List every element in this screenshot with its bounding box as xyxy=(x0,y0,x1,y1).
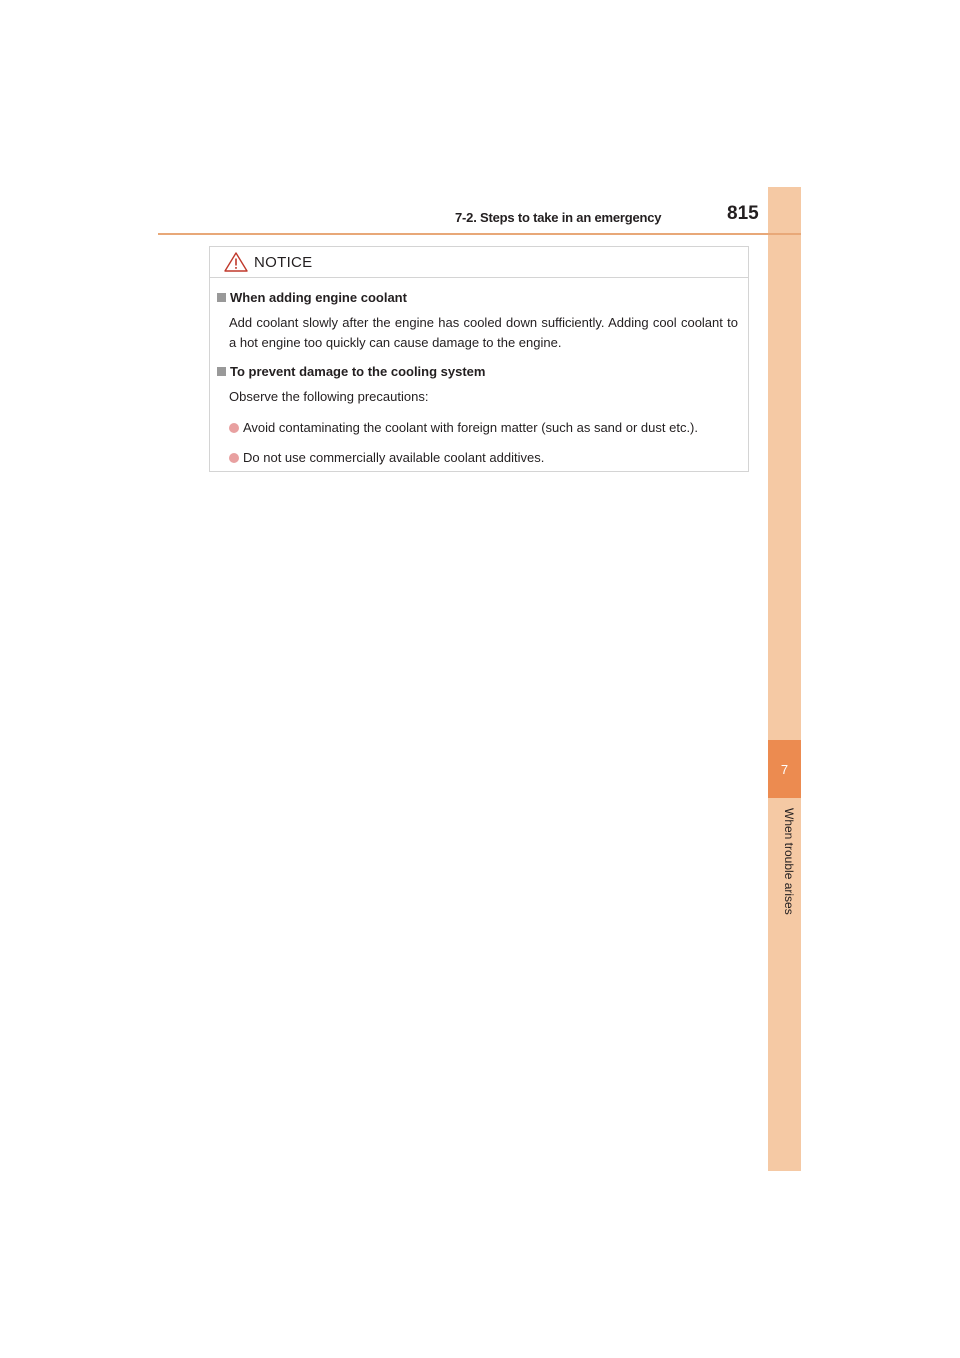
circle-bullet-icon xyxy=(229,423,239,433)
list-item xyxy=(229,418,738,438)
square-bullet-icon xyxy=(217,293,226,302)
square-bullet-icon xyxy=(217,367,226,376)
notice-header xyxy=(210,247,748,278)
chapter-number: 7 xyxy=(780,761,789,777)
side-chapter-tab xyxy=(768,187,801,1171)
section-heading-text: When adding engine coolant xyxy=(230,290,407,305)
section-text: Add coolant slowly after the engine has cooled down sufficiently. Adding cool coolant to a hot engine too quickly can cause damage to the engine. xyxy=(229,315,738,350)
notice-title: NOTICE xyxy=(254,253,313,271)
page-number: 815 xyxy=(727,203,759,224)
circle-bullet-icon xyxy=(229,453,239,463)
warning-triangle-icon xyxy=(224,252,248,272)
notice-body xyxy=(210,278,748,468)
section-title: 7-2. Steps to take in an emergency xyxy=(455,210,662,225)
notice-box xyxy=(209,246,749,472)
chapter-label: When trouble arises xyxy=(782,808,796,915)
header-rule xyxy=(158,233,801,235)
list-item xyxy=(229,448,738,468)
section-heading-text: To prevent damage to the cooling system xyxy=(230,364,486,379)
chapter-number-badge xyxy=(768,740,801,798)
section-text: Observe the following precautions: xyxy=(229,389,429,404)
section-heading xyxy=(217,290,738,305)
list-item-text: Avoid contaminating the coolant with foreign matter (such as sand or dust etc.). xyxy=(243,420,698,435)
section-heading xyxy=(217,364,738,379)
list-item-text: Do not use commercially available coolant additives. xyxy=(243,450,545,465)
